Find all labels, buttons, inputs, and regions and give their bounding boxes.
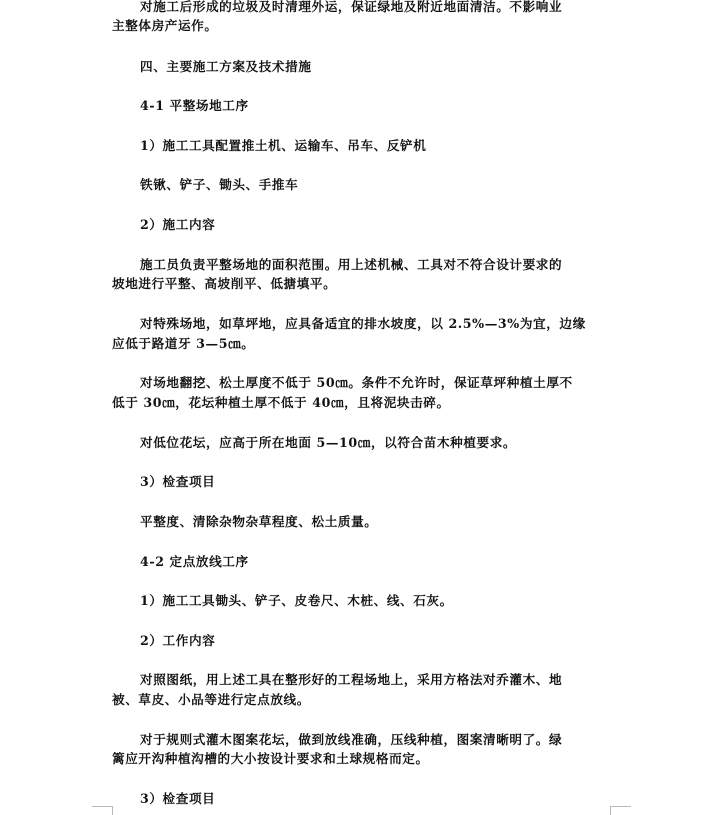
item-heading: 3）检查项目 — [140, 791, 216, 806]
item-heading: 2）施工内容 — [140, 217, 216, 232]
text-line: 篱应开沟种植沟槽的大小按设计要求和土球规格而定。 — [112, 751, 429, 766]
item-heading: 2）工作内容 — [140, 633, 216, 648]
text-line: 平整度、清除杂物杂草程度、松土质量。 — [140, 514, 378, 529]
text-line: 对施工后形成的垃圾及时清理外运，保证绿地及附近地面清洁。不影响业 — [140, 0, 563, 14]
text-line: 施工员负责平整场地的面积范围。用上述机械、工具对不符合设计要求的 — [140, 257, 563, 272]
text-line: 1）施工工具锄头、铲子、皮卷尺、木桩、线、石灰。 — [140, 593, 453, 608]
text-line: 坡地进行平整、高坡削平、低搪填平。 — [112, 276, 337, 291]
text-line: 对低位花坛，应高于所在地面 5—10㎝，以符合苗木种植要求。 — [140, 435, 517, 450]
text-line: 对照图纸，用上述工具在整形好的工程场地上，采用方格法对乔灌木、地 — [140, 672, 563, 687]
text-line: 铁锹、铲子、锄头、手推车 — [140, 177, 299, 192]
subsection-heading: 4-2 定点放线工序 — [140, 554, 249, 569]
section-heading: 四、主要施工方案及技术措施 — [140, 59, 312, 74]
text-line: 1）施工工具配置推土机、运输车、吊车、反铲机 — [140, 138, 427, 153]
text-line: 被、草皮、小品等进行定点放线。 — [112, 692, 310, 707]
text-line: 应低于路道牙 3—5㎝。 — [112, 336, 255, 351]
text-line: 对于规则式灌木图案花坛，做到放线准确，压线种植，图案清晰明了。绿 — [140, 732, 563, 747]
subsection-heading: 4-1 平整场地工序 — [140, 98, 249, 113]
text-line: 对场地翻挖、松土厚度不低于 50㎝。条件不允许时，保证草坪种植土厚不 — [140, 375, 573, 390]
text-line: 低于 30㎝，花坛种植土厚不低于 40㎝，且将泥块击碎。 — [112, 395, 450, 410]
item-heading: 3）检查项目 — [140, 474, 216, 489]
text-line: 主整体房产运作。 — [112, 18, 218, 33]
text-line: 对特殊场地，如草坪地，应具备适宜的排水坡度，以 2.5%—3%为宜，边缘 — [140, 316, 586, 331]
